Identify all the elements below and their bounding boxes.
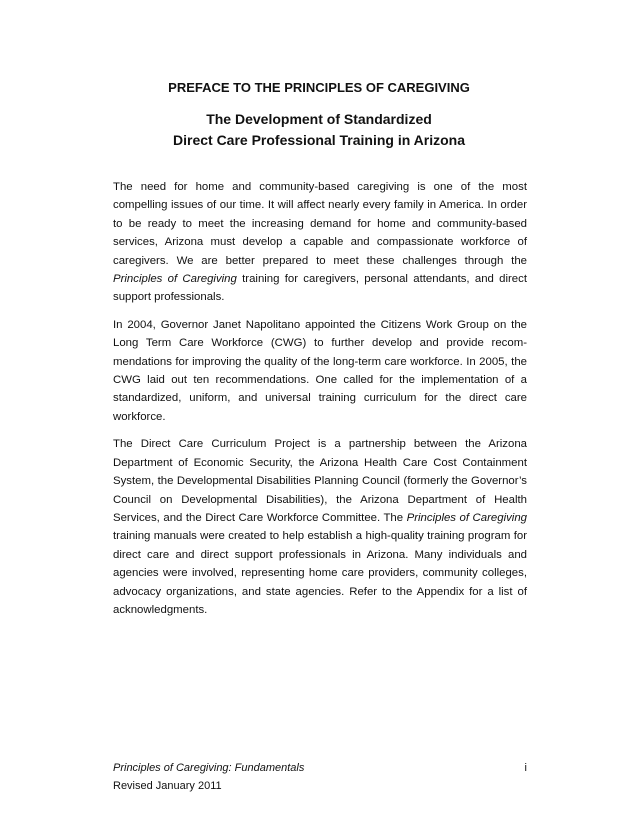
paragraph-3	[113, 435, 527, 619]
paragraph-3-text-a: The Direct Care Curriculum Project is a partnership between the Arizona Department of Economic Security, the Arizona Health Care Cost Containment System, the Developmental Disabilities Planning Council (formerly the Governor’s Council on Developmental Disabilities), the Arizona Department of Health Services, and the Direct Care Workforce Committee. The	[113, 438, 527, 524]
footer-book-title: Principles of Caregiving: Fundamentals	[113, 762, 305, 774]
footer-revised-date: Revised January 2011	[113, 780, 222, 792]
paragraph-1-text-a: The need for home and community-based caregiving is one of the most compelling issues of our time. It will affect nearly every family in America. In order to be ready to meet the increasing demand for home and community-based services, Arizona must develop a capable and compassionate workforce of caregivers. We are better prepared to meet these challenges through the	[113, 181, 527, 267]
paragraph-1	[113, 178, 527, 307]
page-title: PREFACE TO THE PRINCIPLES OF CAREGIVING	[168, 80, 470, 95]
subtitle-line-1: The Development of Standardized	[206, 111, 432, 127]
body-text	[113, 178, 527, 628]
paragraph-3-italic-title: Principles of Caregiving	[406, 511, 527, 524]
footer	[113, 759, 304, 795]
page-number: i	[524, 762, 527, 774]
paragraph-3-text-b: training manuals were created to help establish a high-quality training program for direct care and direct support professionals in Arizona. Many individuals and agencies were involved, representing home care providers, community colleges, advocacy organizations, and state agencies. Refer to the Appendix for a list of acknowledgments.	[113, 530, 527, 616]
subtitle-line-2: Direct Care Professional Training in Arizona	[173, 132, 465, 148]
paragraph-2: In 2004, Governor Janet Napolitano appointed the Citizens Work Group on the Long Term Care Workforce (CWG) to further develop and provide recom-mendations for improving the quality of the long-term care workforce. In 2005, the CWG laid out ten recommendations. One called for the implementation of a standardized, uniform, and universal training curriculum for the direct care workforce.	[113, 318, 527, 423]
paragraph-1-italic-title: Principles of Caregiving	[113, 273, 237, 286]
paragraph-1-text-b: training for caregivers, personal attendants, and direct support professionals.	[113, 273, 527, 304]
